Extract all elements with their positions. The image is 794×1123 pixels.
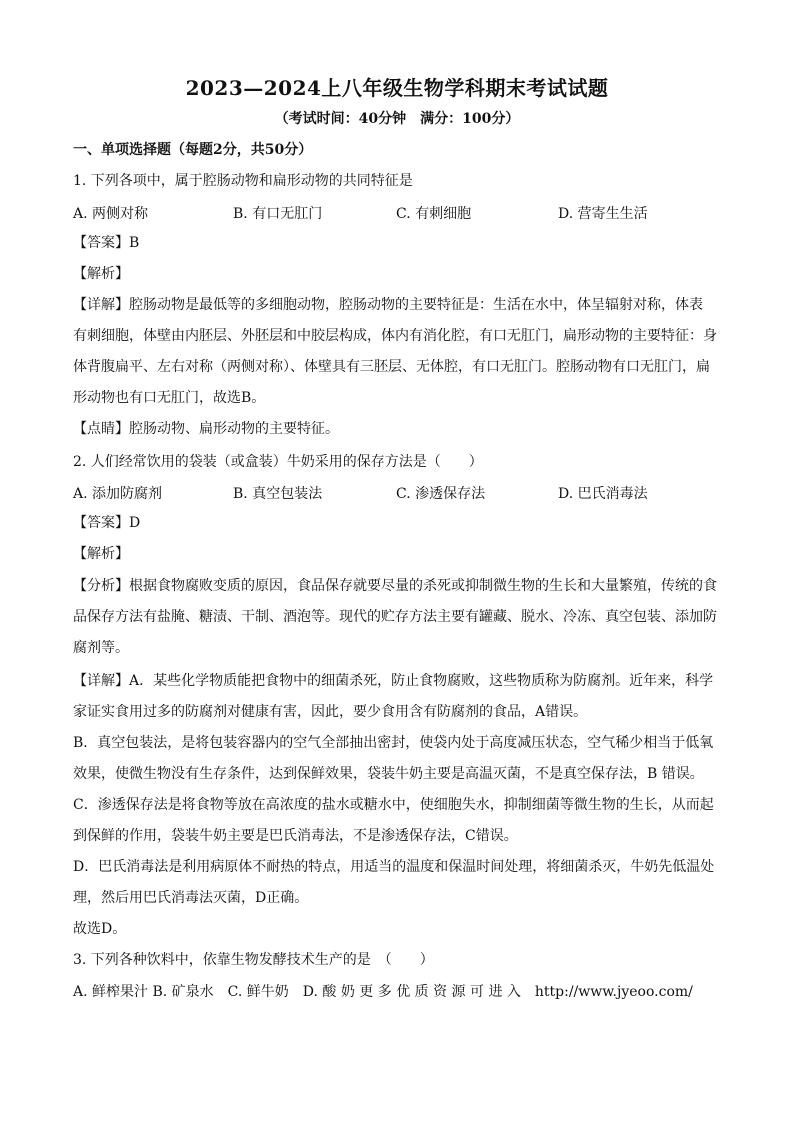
q1-detail-line: 体背腹扁平、左右对称（两侧对称）、体壁具有三胚层、无体腔，有口无肛门。腔肠动物有口无肛门，扁 xyxy=(73,359,710,375)
q3-options: A. 鲜榨果汁 B. 矿泉水 C. 鲜牛奶 D. 酸 奶 更 多 优 质 资 源 可 进 入 http://www.jyeoo.com/ xyxy=(73,984,693,1000)
page-title: 2023—2024上八年级生物学科期末考试试题 xyxy=(185,76,609,100)
q1-answer: 【答案】B xyxy=(73,235,140,251)
q2-conclusion: 故选D。 xyxy=(73,921,127,937)
q2-analysis-line: 腐剂等。 xyxy=(73,640,129,656)
q2-option-b: B. 真空包装法 xyxy=(233,486,323,502)
q1-detail-line: 【详解】腔肠动物是最低等的多细胞动物，腔肠动物的主要特征是：生活在水中，体呈辐射对称，体表 xyxy=(73,297,703,313)
q2-option-d: D. 巴氏消毒法 xyxy=(558,486,648,502)
q1-option-b: B. 有口无肛门 xyxy=(233,206,323,222)
q2-detail-line: B．真空包装法，是将包装容器内的空气全部抽出密封，使袋内处于高度减压状态，空气稀少相当于低氧 xyxy=(73,735,714,751)
q2-option-a: A. 添加防腐剂 xyxy=(73,486,163,502)
q2-analysis-label: 【解析】 xyxy=(73,546,129,562)
q2-option-c: C. 渗透保存法 xyxy=(396,486,486,502)
q1-detail-line: 形动物也有口无肛门，故选B。 xyxy=(73,390,266,406)
q1-option-d: D. 营寄生生活 xyxy=(558,206,648,222)
q2-detail-line: D．巴氏消毒法是利用病原体不耐热的特点，用适当的温度和保温时间处理，将细菌杀灭，牛奶先低温处 xyxy=(73,859,715,875)
q2-detail-line: 到保鲜的作用，袋装牛奶主要是巴氏消毒法，不是渗透保存法，C错误。 xyxy=(73,828,518,844)
q2-answer: 【答案】D xyxy=(73,515,141,531)
question-2-stem: 2. 人们经常饮用的袋装（或盒装）牛奶采用的保存方法是（ ） xyxy=(73,454,483,470)
section-heading: 一、单项选择题（每题2分，共50分） xyxy=(73,142,313,158)
q2-analysis-line: 【分析】根据食物腐败变质的原因，食品保存就要尽量的杀死或抑制微生物的生长和大量繁殖，传统的食 xyxy=(73,578,717,594)
question-1-stem: 1. 下列各项中，属于腔肠动物和扁形动物的共同特征是 xyxy=(73,173,413,189)
q1-option-c: C. 有刺细胞 xyxy=(396,206,472,222)
question-3-stem: 3. 下列各种饮料中，依靠生物发酵技术生产的是 （ ） xyxy=(73,952,434,968)
q1-option-a: A. 两侧对称 xyxy=(73,206,149,222)
q2-detail-line: 效果，使微生物没有生存条件，达到保鲜效果，袋装牛奶主要是高温灭菌，不是真空保存法，B 错误。 xyxy=(73,766,704,782)
q2-detail-line: 理，然后用巴氏消毒法灭菌，D正确。 xyxy=(73,890,309,906)
q2-detail-line: 家证实食用过多的防腐剂对健康有害，因此，要少食用含有防腐剂的食品，A错误。 xyxy=(73,704,588,720)
q1-point: 【点睛】腔肠动物、扁形动物的主要特征。 xyxy=(73,421,339,437)
q1-analysis-label: 【解析】 xyxy=(73,266,129,282)
q1-detail-line: 有刺细胞，体壁由内胚层、外胚层和中胶层构成，体内有消化腔，有口无肛门，扁形动物的主要特征：身 xyxy=(73,328,717,344)
q2-detail-line: 【详解】A．某些化学物质能把食物中的细菌杀死，防止食物腐败，这些物质称为防腐剂。近年来，科学 xyxy=(73,673,714,689)
exam-info: （考试时间：40分钟 满分：100分） xyxy=(274,111,520,127)
q2-detail-line: C．渗透保存法是将食物等放在高浓度的盐水或糖水中，使细胞失水，抑制细菌等微生物的生长，从而起 xyxy=(73,797,714,813)
q2-analysis-line: 品保存方法有盐腌、糖渍、干制、酒泡等。现代的贮存方法主要有罐藏、脱水、冷冻、真空包装、添加防 xyxy=(73,609,717,625)
